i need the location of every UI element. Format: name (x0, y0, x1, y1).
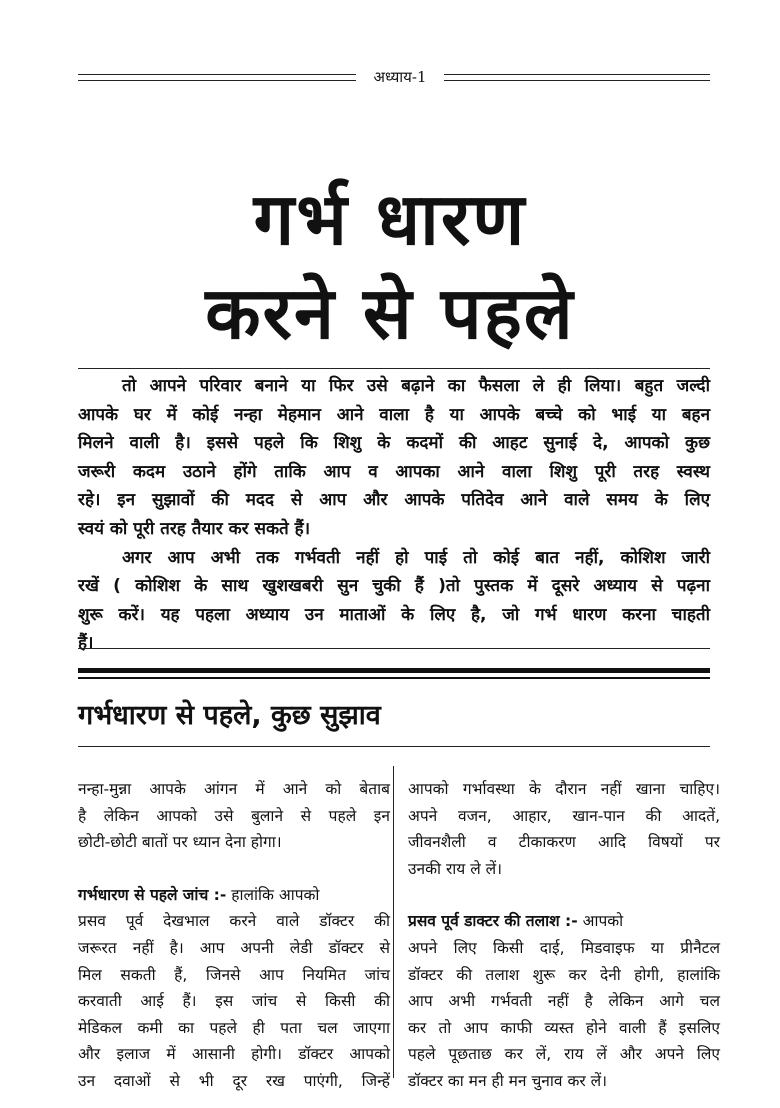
intro-text (78, 372, 710, 658)
left-para2-line: मिल सकती हैं, जिनसे आप नियमित जांच (78, 965, 390, 984)
chapter-title-line-1: गर्भ धारण (253, 177, 527, 261)
intro-line: मिलने वाली है। इससे पहले कि शिशु के कदमों की आहट सुनाई दे, आपको कुछ (78, 433, 710, 454)
intro-line: रहे। इन सुझावों की मदद से आप और आपके पतिदेव आने वाले समय के लिए (78, 490, 710, 511)
intro-line: हैं। (78, 633, 94, 654)
right-para2-line: आप अभी गर्भवती नहीं है लेकिन आगे चल (408, 992, 720, 1011)
right-subhead-line (408, 908, 720, 935)
right-para2-line: पहले पूछताछ कर लें, राय लें और अपने लिए (408, 1045, 720, 1064)
right-para2-line: डॉक्टर की तलाश शुरू कर देनी होगी, हालांकि (408, 965, 720, 984)
left-para1-line: नन्हा-मुन्ना आपके आंगन में आने को बेताब (78, 780, 390, 798)
running-head-label: अध्याय-1 (373, 68, 427, 86)
left-para2-line: प्रसव पूर्व देखभाल करने वाले डॉक्टर की (78, 912, 390, 931)
left-para1-line: है लेकिन आपको उसे बुलाने से पहले इन (78, 806, 390, 825)
section-thick-rule-1 (78, 668, 710, 673)
paragraph-gap (78, 856, 390, 882)
left-para2-line: उन दवाओं से भी दूर रख पाएंगी, जिन्हें (78, 1071, 390, 1090)
intro-line: तो आपने परिवार बनाने या फिर उसे बढ़ाने का फैसला ले ही लिया। बहुत जल्दी (122, 376, 710, 396)
left-para2-line: और इलाज में आसानी होगी। डॉक्टर आपको (78, 1045, 390, 1064)
chapter-title (60, 172, 720, 360)
section-thick-rule-2 (78, 677, 710, 679)
right-para1-line: आपको गर्भावस्था के दौरान नहीं खाना चाहिए। (408, 780, 720, 798)
left-para2-line: जरूरत नहीं है। आप अपनी लेडी डॉक्टर से (78, 938, 390, 957)
intro-line: स्वयं को पूरी तरह तैयार कर सकते हैं। (78, 518, 311, 539)
intro-line: रखें ( कोशिश के साथ खुशखबरी सुन चुकी हैं )तो पुस्तक में दूसरे अध्याय से पढ़ना (78, 576, 710, 597)
section-bottom-rule (78, 746, 710, 747)
intro-bottom-rule (78, 648, 710, 649)
right-para2-line: कर तो आप काफी व्यस्त होने वाली हैं इसलिए (408, 1018, 720, 1037)
chapter-title-line-2: करने से पहले (205, 271, 575, 355)
left-subhead-line (78, 882, 390, 909)
running-head (78, 66, 710, 88)
right-para2-line: डॉक्टर का मन ही मन चुनाव कर लें। (408, 1071, 608, 1090)
left-subhead-rest: हालांकि आपको (226, 885, 320, 904)
right-subhead: प्रसव पूर्व डाक्टर की तलाश :- (408, 912, 578, 931)
right-column (408, 776, 720, 1095)
intro-line: जरूरी कदम उठाने होंगे ताकि आप व आपका आने वाला शिशु पूरी तरह स्वस्थ (78, 461, 710, 482)
intro-top-rule (78, 368, 710, 369)
left-subhead: गर्भधारण से पहले जांच :- (78, 885, 227, 904)
left-para1-line: छोटी-छोटी बातों पर ध्यान देना होगा। (78, 833, 282, 852)
column-divider (393, 766, 394, 1078)
intro-line: शुरू करें। यह पहला अध्याय उन माताओं के लिए है, जो गर्भ धारण करना चाहती (78, 604, 710, 625)
left-para2-line: करवाती आई हैं। इस जांच से किसी की (78, 992, 390, 1011)
section-heading: गर्भधारण से पहले, कुछ सुझाव (78, 700, 381, 731)
right-para1-line: उनकी राय ले लें। (408, 859, 503, 878)
intro-line: आपके घर में कोई नन्हा मेहमान आने वाला है या आपके बच्चे को भाई या बहन (78, 404, 710, 425)
left-para2-line: मेडिकल कमी का पहले ही पता चल जाएगा (78, 1018, 390, 1037)
intro-line: अगर आप अभी तक गर्भवती नहीं हो पाई तो कोई बात नहीं, कोशिश जारी (122, 547, 710, 568)
running-head-rule-right (444, 74, 710, 81)
right-para1-line: अपने वजन, आहार, खान-पान की आदतें, (408, 806, 720, 825)
right-para1-line: जीवनशैली व टीकाकरण आदि विषयों पर (408, 833, 720, 852)
paragraph-gap (408, 882, 720, 908)
left-column (78, 776, 390, 1095)
right-subhead-rest: आपको (577, 912, 624, 931)
running-head-rule-left (78, 74, 356, 81)
right-para2-line: अपने लिए किसी दाई, मिडवाइफ या प्रीनैटल (408, 938, 720, 957)
